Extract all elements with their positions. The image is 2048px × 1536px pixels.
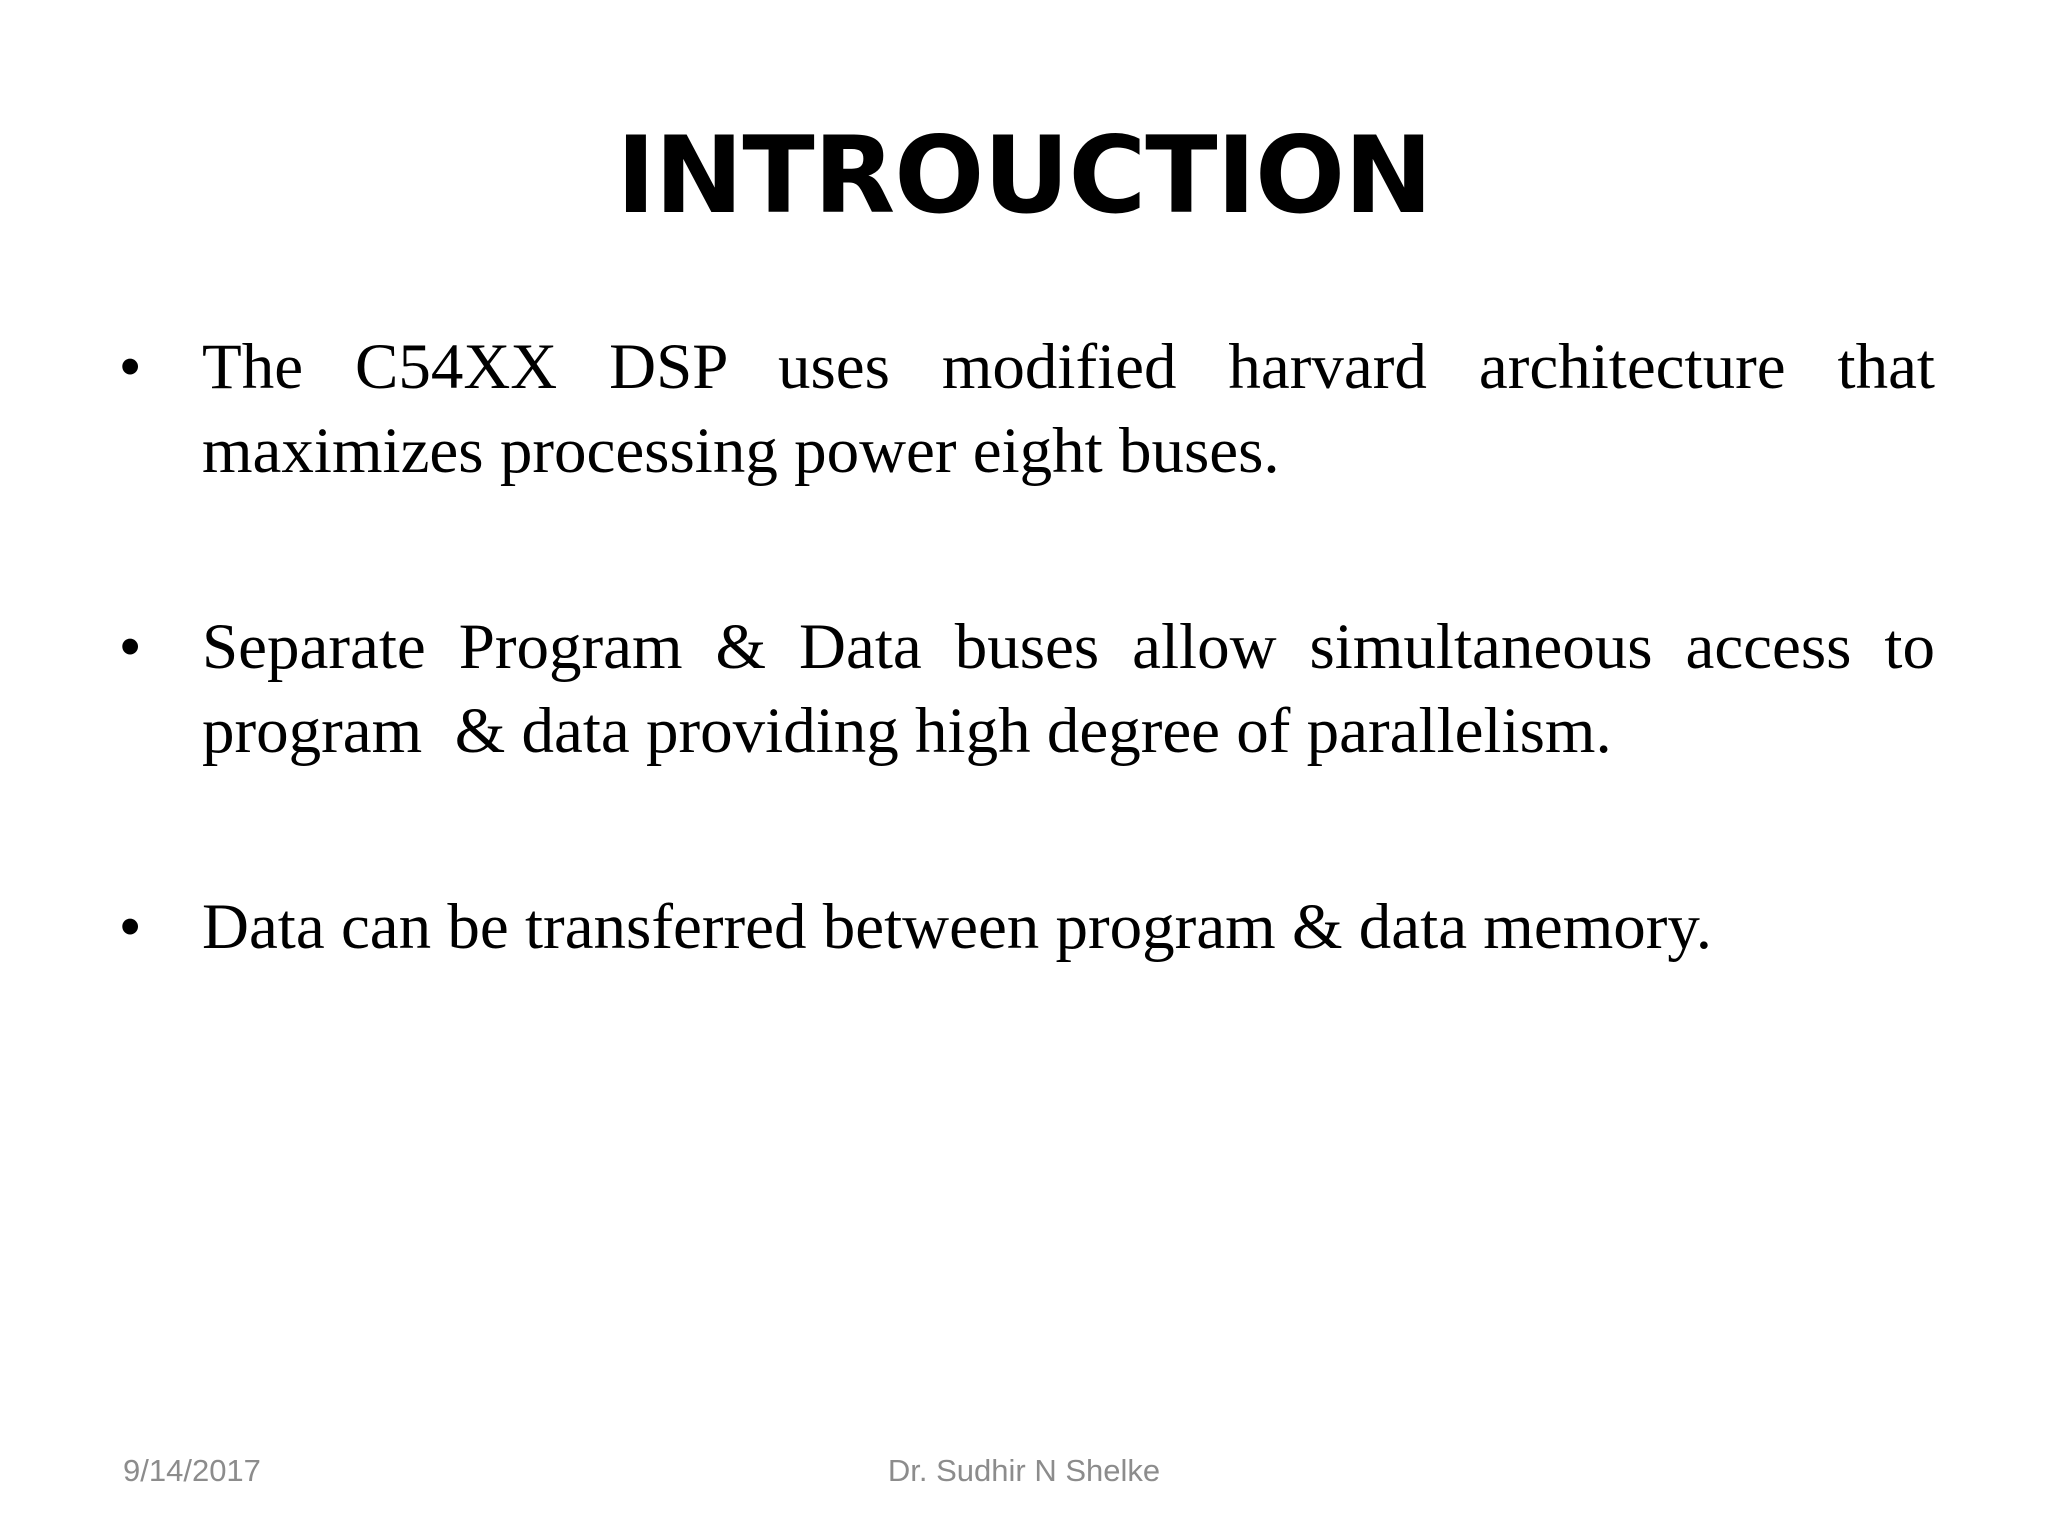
bullet-icon: • — [120, 894, 141, 959]
bullet-item-3 — [120, 885, 1935, 969]
bullet-icon: • — [120, 614, 141, 679]
bullet-list — [120, 325, 1952, 969]
footer-author: Dr. Sudhir N Shelke — [887, 1453, 1161, 1488]
bullet-text-2: Separate Program & Data buses allow simultaneous access to program & data providing high degree of parallelism. — [202, 611, 1952, 767]
bullet-icon: • — [120, 334, 141, 399]
bullet-text-3: Data can be transferred between program & data memory. — [202, 891, 1712, 963]
slide-title: INTROUCTION — [616, 114, 1432, 237]
bullet-item-1 — [120, 325, 1935, 493]
footer-date: 9/14/2017 — [123, 1453, 261, 1488]
bullet-item-2 — [120, 605, 1952, 773]
bullet-text-1: The C54XX DSP uses modified harvard architecture that maximizes processing power eight buses. — [202, 331, 1935, 487]
